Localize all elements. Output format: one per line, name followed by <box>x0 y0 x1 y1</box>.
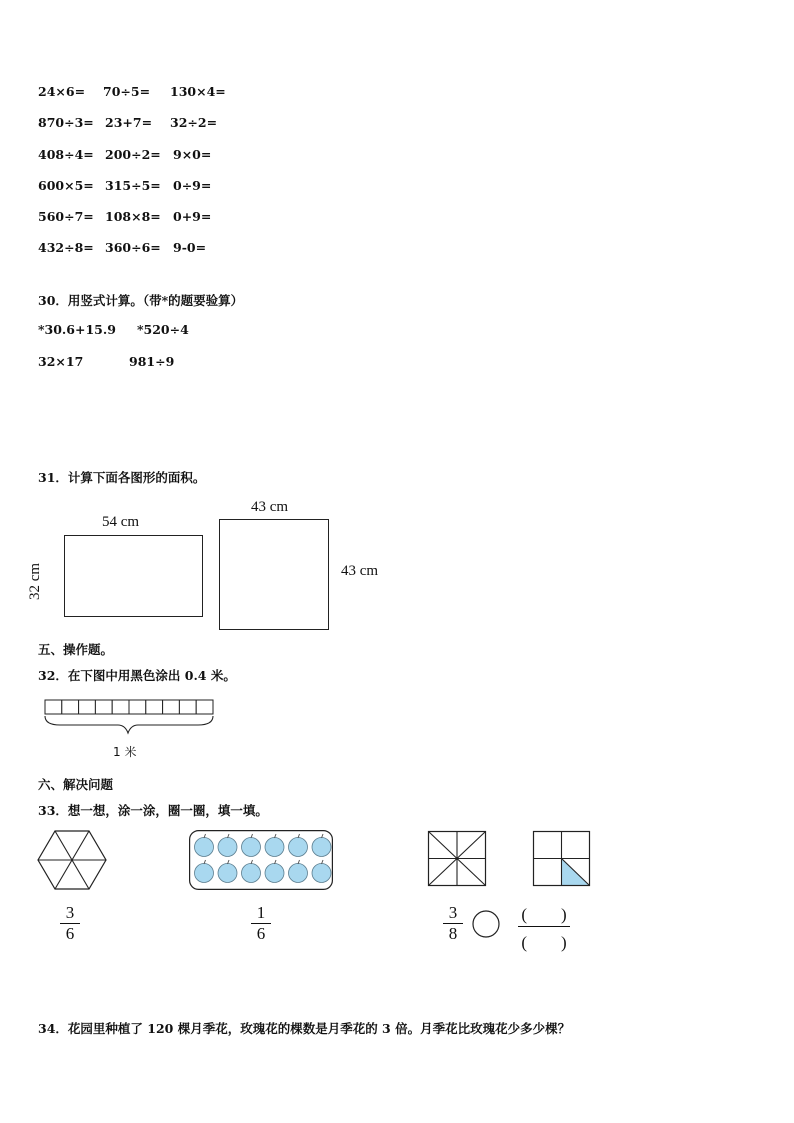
calc-item: 70÷5= <box>103 84 151 99</box>
fraction-3-8 <box>443 904 463 943</box>
calc-item: 32÷2= <box>170 115 218 130</box>
strip-segment[interactable] <box>45 700 62 714</box>
rect-height-label: 32 cm <box>27 562 43 600</box>
calc-item: 432÷8= <box>38 240 94 255</box>
q34-title: 34．花园里种植了 120 棵月季花，玫瑰花的棵数是月季花的 3 倍。月季花比玫瑰花少多少棵？ <box>38 1021 571 1036</box>
calc-item: 600×5= <box>38 178 94 193</box>
q30-item: 32×17 <box>38 354 84 369</box>
calc-item: 0÷9= <box>173 178 212 193</box>
ruler-label: 1 米 <box>113 745 137 759</box>
square-eighths-figure <box>428 831 486 886</box>
q31-title: 31．计算下面各图形的面积。 <box>38 470 206 485</box>
strip-segment[interactable] <box>79 700 96 714</box>
rect-width-label: 54 cm <box>102 514 140 530</box>
frac-num: 1 <box>256 903 266 922</box>
q33-title: 33．想一想，涂一涂，圈一圈，填一填。 <box>38 803 268 818</box>
square-top-label: 43 cm <box>251 499 289 515</box>
calc-item: 0+9= <box>173 209 212 224</box>
calc-item: 108×8= <box>105 209 161 224</box>
blank-numerator[interactable]: ( ) <box>521 905 567 924</box>
frac-num: 3 <box>448 903 458 922</box>
frac-den: 8 <box>448 924 458 943</box>
calc-item: 408÷4= <box>38 147 94 162</box>
q30-title: 30．用竖式计算。（带*的题要验算） <box>38 293 244 308</box>
calc-item: 870÷3= <box>38 115 94 130</box>
frac-den: 6 <box>256 924 266 943</box>
section6-title: 六、解决问题 <box>38 777 114 792</box>
apple-tray <box>189 830 333 890</box>
strip-segment[interactable] <box>179 700 196 714</box>
brace <box>45 716 213 733</box>
square-quarters-figure <box>533 831 590 886</box>
frac-den: 6 <box>65 924 75 943</box>
blank-denominator[interactable]: ( ) <box>521 933 567 952</box>
square-side-label: 43 cm <box>341 563 379 579</box>
strip-segment[interactable] <box>163 700 180 714</box>
rectangle-figure <box>64 535 203 617</box>
strip-cells <box>45 700 213 714</box>
q30-item: 981÷9 <box>129 354 175 369</box>
frac-num: 3 <box>65 903 75 922</box>
compare-circle[interactable] <box>471 909 501 939</box>
blank-fraction[interactable] <box>516 900 572 953</box>
strip-segment[interactable] <box>196 700 213 714</box>
q30-item: *30.6+15.9 <box>38 322 116 337</box>
calc-item: 24×6= <box>38 84 86 99</box>
strip-segment[interactable] <box>112 700 129 714</box>
square-figure <box>219 519 329 630</box>
calc-item: 23+7= <box>105 115 153 130</box>
calc-item: 9-0= <box>173 240 207 255</box>
calc-item: 200÷2= <box>105 147 161 162</box>
strip-segment[interactable] <box>62 700 79 714</box>
section5-title: 五、操作题。 <box>38 642 114 657</box>
q30-item: *520÷4 <box>137 322 189 337</box>
strip-segment[interactable] <box>129 700 146 714</box>
hexagon-figure <box>38 831 106 889</box>
strip-segment[interactable] <box>146 700 163 714</box>
calc-item: 360÷6= <box>105 240 161 255</box>
fraction-3-6 <box>60 904 80 943</box>
calc-item: 9×0= <box>173 147 212 162</box>
strip-segment[interactable] <box>95 700 112 714</box>
calc-item: 560÷7= <box>38 209 94 224</box>
q32-title: 32．在下图中用黑色涂出 0.4 米。 <box>38 668 236 683</box>
fraction-1-6 <box>251 904 271 943</box>
calc-item: 315÷5= <box>105 178 161 193</box>
calc-item: 130×4= <box>170 84 226 99</box>
